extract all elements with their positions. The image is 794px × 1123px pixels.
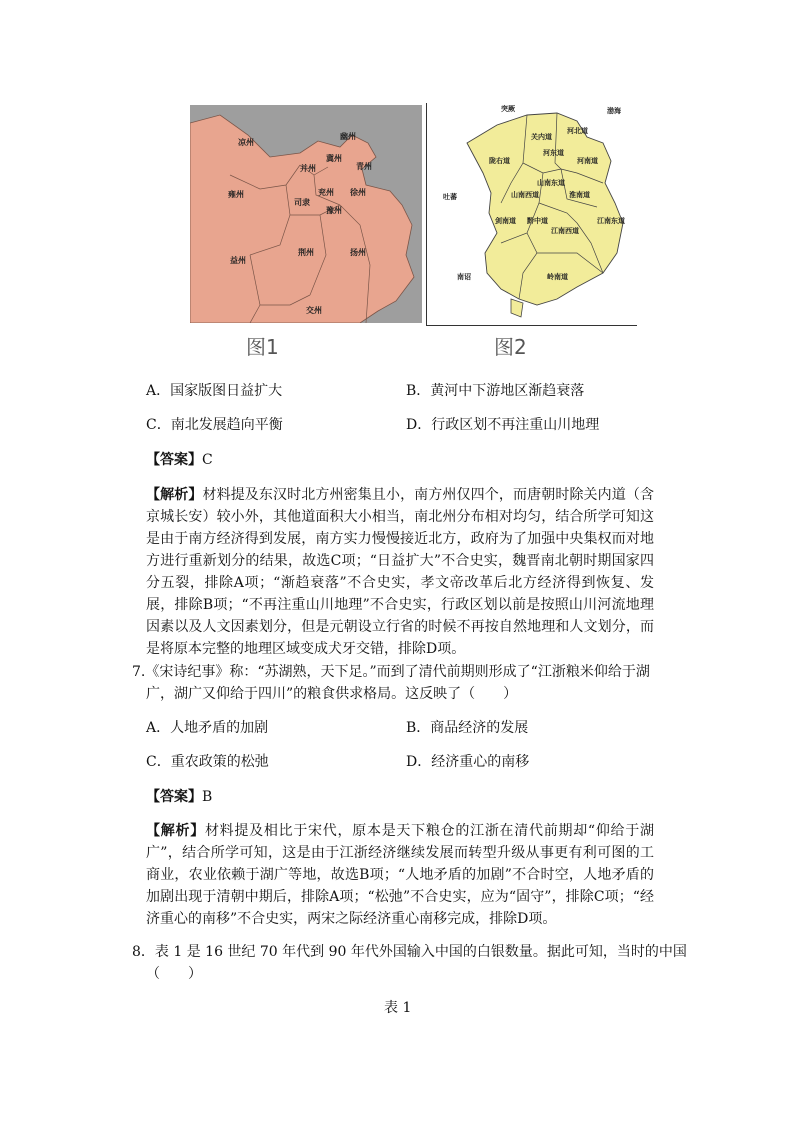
fig2-land xyxy=(467,113,623,305)
fig1-label-3: 荆州 xyxy=(298,248,314,257)
q7-option-b: B．商品经济的发展 xyxy=(406,720,529,736)
fig2-label-4: 河东道 xyxy=(543,149,564,157)
q6-option-b: B．黄河中下游地区渐趋衰落 xyxy=(406,383,585,399)
q6-analysis-label: 【解析】 xyxy=(146,487,203,503)
fig1-label-2: 益州 xyxy=(230,256,246,265)
fig2-label-0: 突厥 xyxy=(501,105,515,113)
fig2-label-7: 淮南道 xyxy=(569,191,590,199)
fig2-label-2: 关内道 xyxy=(531,133,552,141)
figure-1-map xyxy=(190,105,422,323)
fig1-label-10: 豫州 xyxy=(326,206,342,215)
fig2-label-11: 江南西道 xyxy=(551,227,579,235)
q6-answer-value: C xyxy=(202,452,213,468)
q8-stem-line2: （ ） xyxy=(146,966,202,982)
fig2-label-9: 山南东道 xyxy=(537,179,565,187)
fig1-label-12: 青州 xyxy=(356,162,372,171)
q6-option-d: D．行政区划不再注重山川地理 xyxy=(406,417,600,433)
fig1-label-0: 凉州 xyxy=(238,138,254,147)
fig1-label-6: 并州 xyxy=(300,164,316,173)
fig2-label-15: 吐蕃 xyxy=(443,193,457,201)
figure-2-svg xyxy=(427,103,637,325)
fig1-label-13: 幽州 xyxy=(340,132,356,141)
fig1-label-9: 司隶 xyxy=(294,198,310,207)
fig2-label-14: 岭南道 xyxy=(547,273,568,281)
fig1-label-1: 雍州 xyxy=(228,190,244,199)
q7-stem-line2: 广，湖广又仰给于四川”的粮食供求格局。这反映了（ ） xyxy=(146,686,518,702)
fig2-label-6: 陇右道 xyxy=(489,157,510,165)
q6-analysis-text: 材料提及东汉时北方州密集且小，南方州仅四个，而唐朝时除关内道（含京城长安）较小外，其他道面积大小相当，南北州分布相对均匀，结合所学可知这是由于南方经济得到发展，南方实力慢慢接近北方，政府为了加强中央集权而对地方进行重新划分的结果，故选C项；“日益扩大”不合史实，魏晋南北朝时期国家四分五裂，排除A项；“渐趋衰落”不合史实，孝文帝改革后北方经济得到恢复、发展，排除B项；“不再注重山川地理”不合史实，行政区划以前是按照山川河流地理因素以及人文因素划分，但是元朝设立行省的时候不再按自然地理和人文划分，而是将原本完整的地理区域变成犬牙交错，排除D项。 xyxy=(146,487,655,657)
q7-stem-line1: 7.《宋诗纪事》称：“苏湖熟，天下足。”而到了清代前期则形成了“江浙粮米仰给于湖 xyxy=(132,664,650,680)
q7-analysis xyxy=(146,820,654,930)
figure-2-map xyxy=(426,103,637,326)
q7-analysis-text: 材料提及相比于宋代，原本是天下粮仓的江浙在清代前期却“仰给于湖广”，结合所学可知，这是由于江浙经济继续发展而转型升级从事更有利可图的工商业，农业依赖于湖广等地，故选B项；“人地矛盾的加剧”不合时空，人地矛盾的加剧出现于清朝中期后，排除A项；“松弛”不合史实，应为“固守”，排除C项；“经济重心的南移”不合史实，两宋之际经济重心南移完成，排除D项。 xyxy=(146,823,655,927)
q7-answer-value: B xyxy=(202,789,213,805)
fig2-label-8: 山南西道 xyxy=(511,191,539,199)
q6-answer-label: 【答案】 xyxy=(146,452,202,468)
q7-answer xyxy=(146,786,646,808)
q7-option-c: C．重农政策的松弛 xyxy=(146,754,269,770)
q8-stem-line1: 8．表 1 是 16 世纪 70 年代到 90 年代外国输入中国的白银数量。据此可知，当时的中国 xyxy=(132,944,687,960)
q6-option-c: C．南北发展趋向平衡 xyxy=(146,417,283,433)
q6-analysis xyxy=(146,484,654,660)
q6-option-a: A．国家版图日益扩大 xyxy=(146,383,283,399)
figure-1-caption: 图1 xyxy=(246,335,279,359)
q7-analysis-label: 【解析】 xyxy=(146,823,205,839)
fig2-label-12: 江南东道 xyxy=(597,217,625,225)
q7-answer-label: 【答案】 xyxy=(146,789,202,805)
fig1-label-5: 交州 xyxy=(306,306,322,315)
q8-table-caption: 表 1 xyxy=(384,1000,412,1016)
q7-option-d: D．经济重心的南移 xyxy=(406,754,530,770)
fig2-label-3: 河北道 xyxy=(567,127,588,135)
fig1-label-4: 扬州 xyxy=(350,248,366,257)
fig1-land xyxy=(190,115,414,323)
figure-1-svg xyxy=(190,105,422,323)
fig2-label-16: 南诏 xyxy=(457,273,471,281)
fig2-label-10: 剑南道 xyxy=(495,217,516,225)
q7-option-a: A．人地矛盾的加剧 xyxy=(146,720,269,736)
fig2-label-1: 渤海 xyxy=(607,107,621,115)
fig2-label-13: 黔中道 xyxy=(527,217,548,225)
fig2-label-5: 河南道 xyxy=(577,157,598,165)
q6-answer xyxy=(146,449,646,471)
fig1-label-7: 冀州 xyxy=(326,154,342,163)
fig1-label-8: 兖州 xyxy=(318,188,334,197)
figure-2-caption: 图2 xyxy=(494,335,527,359)
fig1-label-11: 徐州 xyxy=(350,188,366,197)
